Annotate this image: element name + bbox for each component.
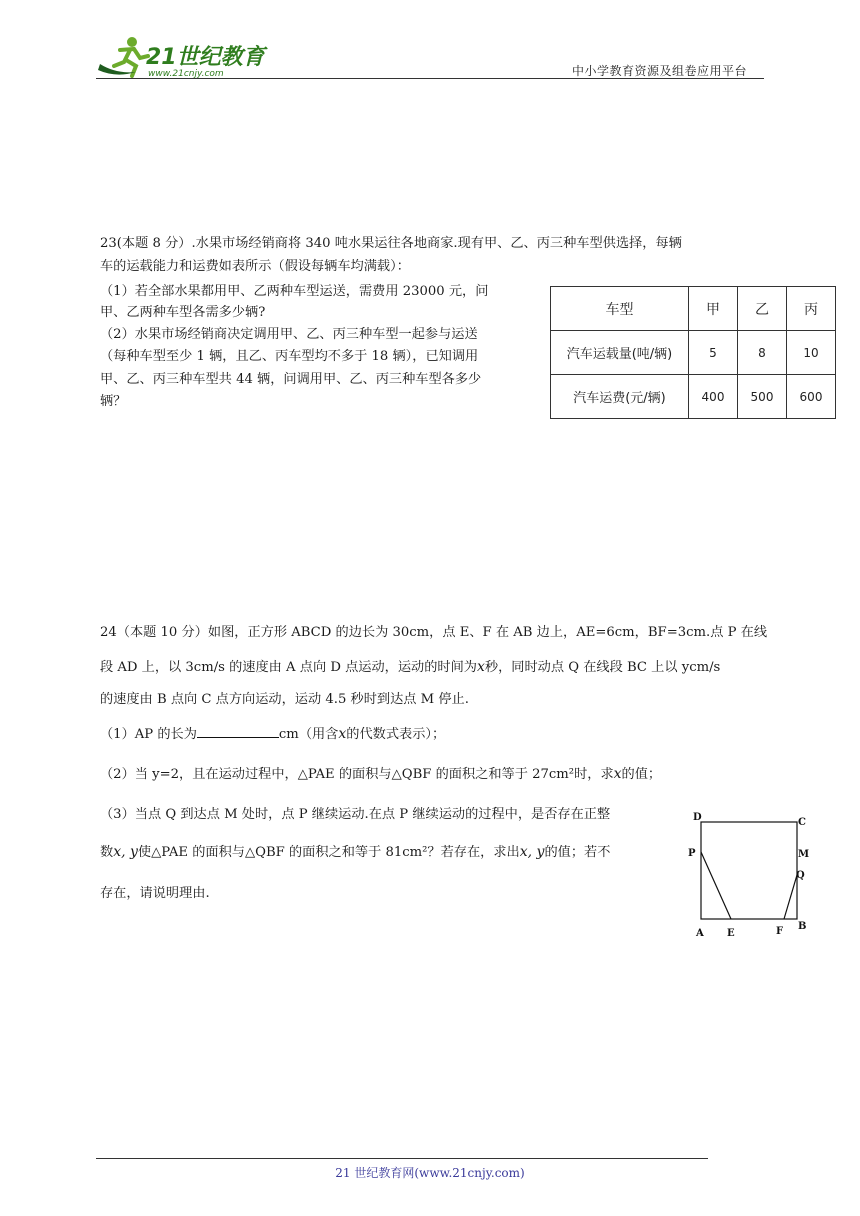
table-cell: 汽车运费(元/辆) bbox=[551, 375, 689, 419]
q24-part1 bbox=[100, 723, 445, 746]
q24-part3-text-c: 的值；若不 bbox=[544, 845, 611, 860]
table-cell: 甲 bbox=[689, 287, 738, 331]
label-b: B bbox=[798, 921, 807, 932]
table-cell: 10 bbox=[787, 331, 836, 375]
q23-line2: 车的运载能力和运费如表所示（假设每辆车均满载）： bbox=[100, 259, 410, 274]
answer-blank bbox=[197, 725, 279, 738]
variable-x: x bbox=[338, 726, 347, 742]
label-f: F bbox=[776, 926, 784, 937]
table-cell: 汽车运载量(吨/辆) bbox=[551, 331, 689, 375]
q24-part3-line1: （3）当点 Q 到达点 M 处时，点 P 继续运动.在点 P 继续运动的过程中，是否存在正整 bbox=[100, 807, 611, 822]
q23-part2-line3: 甲、乙、丙三种车型共 44 辆，问调用甲、乙、丙三种车型各多少 bbox=[100, 372, 482, 387]
q24-part3-line3: 存在，请说明理由. bbox=[100, 886, 210, 901]
table-cell: 8 bbox=[738, 331, 787, 375]
footer-divider bbox=[96, 1158, 708, 1159]
q24-part3-text-a: 数 bbox=[100, 845, 114, 860]
label-a: A bbox=[696, 928, 704, 939]
q24-line2 bbox=[100, 656, 720, 679]
site-logo bbox=[96, 34, 276, 80]
label-c: C bbox=[798, 817, 806, 828]
q24-line3: 的速度由 B 点向 C 点方向运动，运动 4.5 秒时到达点 M 停止. bbox=[100, 692, 469, 707]
runner-icon bbox=[98, 37, 148, 76]
q24-part2-text-b: 的值； bbox=[621, 767, 662, 782]
q23-line1: 23(本题 8 分）.水果市场经销商将 340 吨水果运往各地商家.现有甲、乙、丙三种车型供选择，每辆 bbox=[100, 236, 682, 251]
table-cell: 乙 bbox=[738, 287, 787, 331]
q23-part2-line2: （每种车型至少 1 辆，且乙、丙车型均不多于 18 辆），已知调用 bbox=[100, 349, 479, 364]
table-cell: 600 bbox=[787, 375, 836, 419]
q23-part2-line1: （2）水果市场经销商决定调用甲、乙、丙三种车型一起参与运送 bbox=[100, 327, 478, 342]
label-p: P bbox=[688, 848, 696, 859]
variables-xy: x, y bbox=[519, 844, 545, 860]
q24-part3-text-b: 使△PAE 的面积与△QBF 的面积之和等于 81cm²？若存在，求出 bbox=[137, 845, 520, 860]
table-cell: 5 bbox=[689, 331, 738, 375]
q24-part1-text-a: （1）AP 的长为 bbox=[100, 727, 197, 742]
segment-qf bbox=[784, 875, 797, 919]
q24-part3-line2 bbox=[100, 841, 610, 864]
variables-xy: x, y bbox=[113, 844, 138, 860]
q24-line2-text-a: 段 AD 上，以 3cm/s 的速度由 A 点向 D 点运动，运动的时间为 bbox=[100, 660, 477, 675]
variable-x: x bbox=[613, 766, 622, 782]
table-row bbox=[551, 331, 836, 375]
table-cell: 车型 bbox=[551, 287, 689, 331]
q23-part2-line4: 辆？ bbox=[100, 394, 127, 409]
label-q: Q bbox=[796, 870, 805, 881]
q24-part1-text-c: 的代数式表示）； bbox=[346, 727, 446, 742]
segment-pe bbox=[701, 852, 731, 919]
variable-x: x bbox=[476, 659, 485, 675]
header-divider bbox=[96, 78, 764, 79]
square-abcd-figure bbox=[680, 805, 810, 945]
table-cell: 400 bbox=[689, 375, 738, 419]
q24-part2 bbox=[100, 763, 661, 786]
table-cell: 丙 bbox=[787, 287, 836, 331]
q24-line1: 24（本题 10 分）如图，正方形 ABCD 的边长为 30cm，点 E、F 在 AB 边上，AE=6cm，BF=3cm.点 P 在线 bbox=[100, 625, 768, 640]
logo-url: www.21cnjy.com bbox=[148, 69, 224, 79]
square-outline bbox=[701, 822, 797, 919]
q23-part1-line2: 甲、乙两种车型各需多少辆? bbox=[100, 305, 266, 320]
table-cell: 500 bbox=[738, 375, 787, 419]
platform-title: 中小学教育资源及组卷应用平台 bbox=[572, 64, 748, 78]
label-e: E bbox=[727, 928, 735, 939]
q23-part1-line1: （1）若全部水果都用甲、乙两种车型运送，需费用 23000 元，问 bbox=[100, 284, 489, 299]
label-d: D bbox=[693, 812, 702, 823]
q24-part2-text-a: （2）当 y=2，且在运动过程中，△PAE 的面积与△QBF 的面积之和等于 27cm²时，求 bbox=[100, 767, 614, 782]
label-m: M bbox=[798, 849, 810, 860]
q24-part1-text-b: cm（用含 bbox=[278, 727, 339, 742]
table-header-row bbox=[551, 287, 836, 331]
q24-line2-text-b: 秒，同时动点 Q 在线段 BC 上以 ycm/s bbox=[484, 660, 721, 675]
table-row bbox=[551, 375, 836, 419]
logo-text: 21世纪教育 bbox=[146, 45, 265, 70]
vehicle-fare-table bbox=[550, 286, 836, 419]
footer-source: 21 世纪教育网(www.21cnjy.com) bbox=[335, 1166, 525, 1180]
